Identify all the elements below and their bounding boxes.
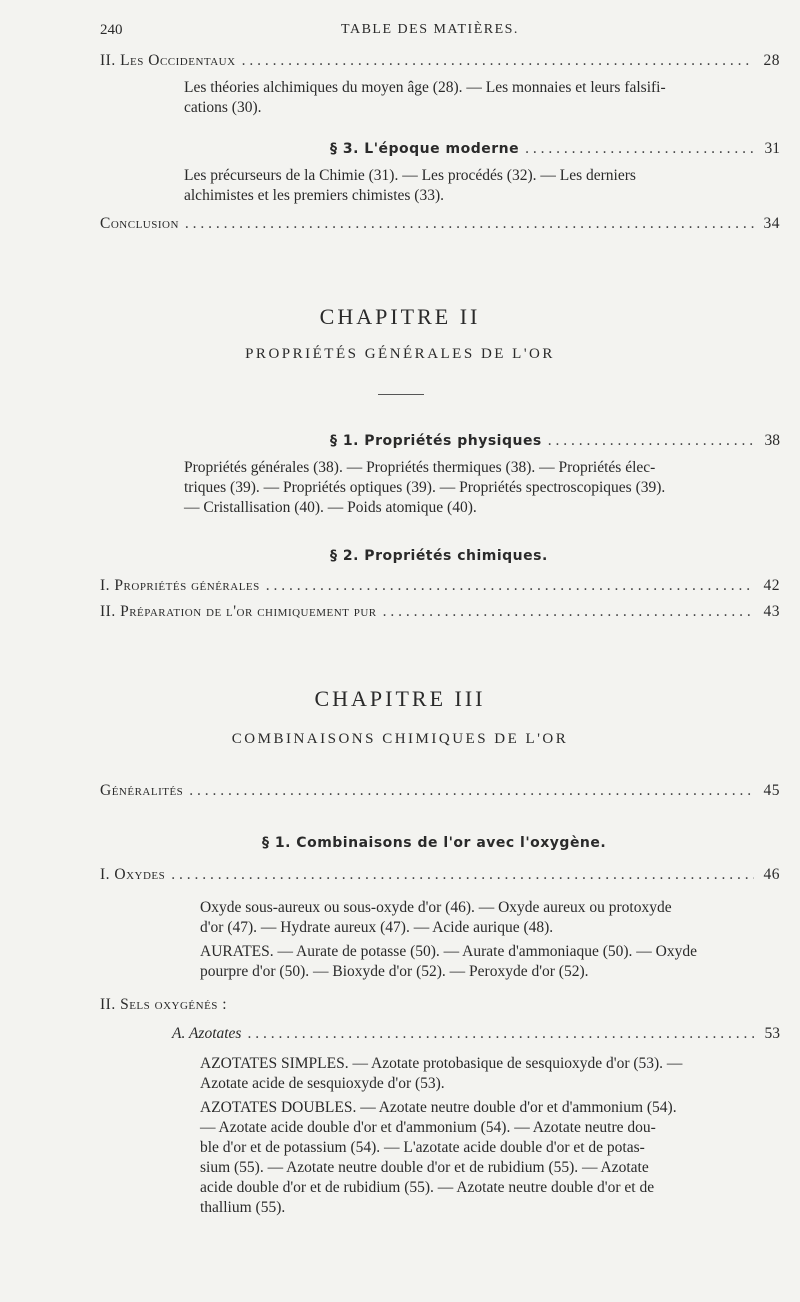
divider [378, 394, 424, 395]
entry-label: II. Les Occidentaux [100, 52, 236, 69]
leader-dots [548, 432, 754, 450]
leader-dots [266, 577, 754, 595]
entry-description: Les théories alchimiques du moyen âge (28). — Les monnaies et leurs falsifi- cations (30). [184, 79, 666, 116]
toc-entry-generalites [100, 782, 780, 800]
entry-page: 45 [763, 782, 780, 799]
toc-entry-azotates [172, 1025, 780, 1043]
entry-page: 31 [764, 140, 780, 157]
entry-description-aurates: AURATES. — Aurate de potasse (50). — Aurate d'ammoniaque (50). — Oxyde pourpre d'or (50). — Bioxyde d'or (52). — Peroxyde d'or (52). [200, 943, 697, 980]
entry-page: 43 [763, 603, 780, 620]
entry-label: Généralités [100, 782, 184, 799]
toc-entry-occidentaux [100, 52, 780, 70]
entry-page: 38 [764, 432, 780, 449]
section-heading-oxygene: § 1. Combinaisons de l'or avec l'oxygène. [262, 835, 607, 851]
entry-label: I. Oxydes [100, 866, 166, 883]
entry-page: 53 [764, 1025, 780, 1042]
chapter-title: CHAPITRE II [319, 304, 481, 329]
entry-label: Conclusion [100, 215, 179, 232]
leader-dots [525, 140, 754, 158]
toc-entry-oxydes [100, 866, 780, 884]
toc-entry-proprietes-physiques [330, 432, 780, 450]
leader-dots [383, 603, 754, 621]
page-number: 240 [100, 22, 123, 38]
leader-dots [247, 1025, 754, 1043]
toc-entry-preparation [100, 603, 780, 621]
leader-dots [189, 782, 754, 800]
entry-description-azotates-doubles: AZOTATES DOUBLES. — Azotate neutre double d'or et d'ammonium (54). — Azotate acide double d'or et d'ammonium (54). — Azotate neutre dou- ble d'or et de potassium (54). — L'azotate acide double d'or et de potas- sium (55). — Azotate neutre double d'or et de rubidium (55). — Azotate acide double d'or et de rubidium (55). — Azotate neutre double d'or et de thallium (55). [200, 1099, 677, 1216]
entry-label: § 3. L'époque moderne [330, 141, 520, 157]
entry-description: Oxyde sous-aureux ou sous-oxyde d'or (46). — Oxyde aureux ou protoxyde d'or (47). — Hydrate aureux (47). — Acide aurique (48). [200, 899, 672, 936]
entry-description: Propriétés générales (38). — Propriétés thermiques (38). — Propriétés élec- triques (39). — Propriétés optiques (39). — Propriétés spectroscopiques (39). — Cristallisation (40). — Poids atomique (40). [184, 459, 666, 516]
entry-description-azotates-simples: AZOTATES SIMPLES. — Azotate protobasique de sesquioxyde d'or (53). — Azotate acide de sesquioxyde d'or (53). [200, 1055, 683, 1092]
entry-page: 42 [763, 577, 780, 594]
leader-dots [171, 866, 754, 884]
running-title: TABLE DES MATIÈRES. [341, 22, 519, 37]
entry-description: Les précurseurs de la Chimie (31). — Les procédés (32). — Les derniers alchimistes et les premiers chimistes (33). [184, 167, 636, 204]
chapter-subtitle: PROPRIÉTÉS GÉNÉRALES DE L'OR [245, 346, 555, 362]
chapter-title: CHAPITRE III [314, 686, 486, 711]
entry-page: 34 [763, 215, 780, 232]
page-header [100, 22, 760, 42]
toc-entry-proprietes-generales [100, 577, 780, 595]
entry-page: 28 [763, 52, 780, 69]
leader-dots [242, 52, 754, 70]
section-heading-proprietes-chimiques: § 2. Propriétés chimiques. [330, 548, 548, 564]
entry-label: I. Propriétés générales [100, 577, 260, 594]
chapter-subtitle: COMBINAISONS CHIMIQUES DE L'OR [231, 731, 569, 747]
toc-entry-conclusion [100, 215, 780, 233]
section-heading-sels-oxygenes: II. Sels oxygénés : [100, 996, 228, 1013]
entry-label: A. Azotates [172, 1025, 242, 1042]
entry-page: 46 [763, 866, 780, 883]
leader-dots [185, 215, 754, 233]
toc-entry-epoque-moderne [330, 140, 780, 158]
entry-label: II. Préparation de l'or chimiquement pur [100, 603, 377, 620]
entry-label: § 1. Propriétés physiques [330, 433, 542, 449]
